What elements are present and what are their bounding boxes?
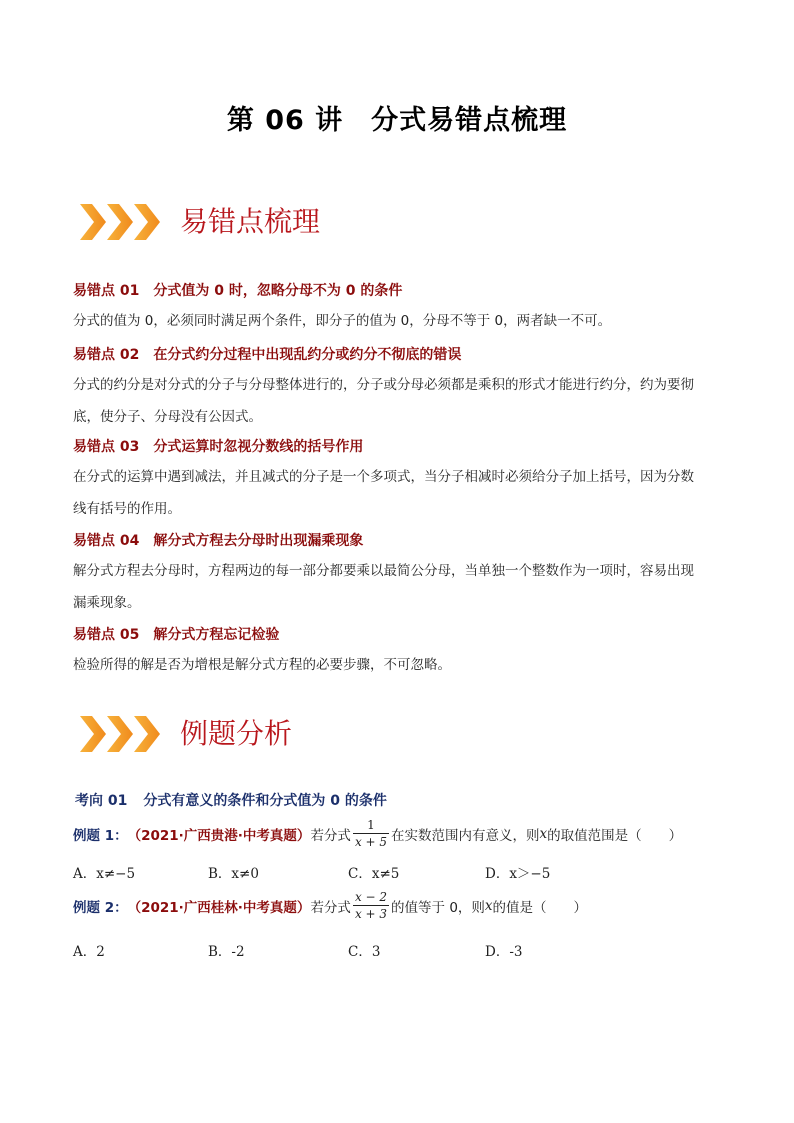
option-d[interactable]: D．-3 [485,944,523,960]
fraction [353,890,389,921]
triple-chevron-icon [80,204,164,240]
example-2-options [73,940,733,960]
example-1-question [73,818,682,849]
example-source: （2021·广西桂林·中考真题） [127,899,311,916]
fraction-denominator: x + 3 [354,907,388,921]
option-c[interactable]: C．x≠5 [348,866,400,882]
question-text: 的值是（ ） [492,899,588,916]
fraction-numerator: 1 [367,818,375,832]
section-title: 例题分析 [180,717,293,750]
question-text: 在实数范围内有意义，则 [391,827,540,844]
triple-chevron-icon [80,716,164,752]
variable: x [539,825,548,842]
example-source: （2021·广西贵港·中考真题） [127,827,311,844]
fraction-denominator: x + 5 [354,835,388,849]
point-body-04: 解分式方程去分母时，方程两边的每一部分都要乘以最简公分母，当单独一个整数作为一项时，容易出现 漏乘现象。 [73,563,694,611]
question-text: 的值等于 0，则 [391,899,485,916]
option-a[interactable]: A．2 [73,944,105,960]
topic-heading: 考向 01 分式有意义的条件和分式值为 0 的条件 [75,793,387,809]
option-b[interactable]: B．-2 [208,944,245,960]
option-b[interactable]: B．x≠0 [208,866,259,882]
variable: x [484,897,493,914]
example-label: 例题 2： [73,899,128,916]
example-1-options [73,862,733,882]
option-c[interactable]: C．3 [348,944,381,960]
section-title: 易错点梳理 [180,205,321,238]
option-a[interactable]: A．x≠−5 [73,866,136,882]
example-label: 例题 1： [73,827,128,844]
point-body-03: 在分式的运算中遇到减法，并且减式的分子是一个多项式，当分子相减时必须给分子加上括号，因为分数 线有括号的作用。 [73,469,694,517]
question-text: 若分式 [310,827,351,844]
point-title-02: 易错点 02 在分式约分过程中出现乱约分或约分不彻底的错误 [73,347,462,363]
point-body-02: 分式的约分是对分式的分子与分母整体进行的，分子或分母必须都是乘积的形式才能进行约分，约为要彻 底，使分子、分母没有公因式。 [73,377,694,425]
point-title-05: 易错点 05 解分式方程忘记检验 [73,627,280,643]
example-2-question [73,890,587,921]
point-body-01: 分式的值为 0，必须同时满足两个条件，即分子的值为 0，分母不等于 0，两者缺一不可。 [73,313,612,329]
fraction-numerator: x − 2 [354,890,388,904]
page-title: 第 06 讲 分式易错点梳理 [226,105,568,136]
point-title-04: 易错点 04 解分式方程去分母时出现漏乘现象 [73,533,364,549]
fraction [353,818,389,849]
option-d[interactable]: D．x＞−5 [485,866,551,882]
point-title-01: 易错点 01 分式值为 0 时，忽略分母不为 0 的条件 [73,283,403,299]
question-text: 若分式 [310,899,351,916]
point-title-03: 易错点 03 分式运算时忽视分数线的括号作用 [73,439,364,455]
point-body-05: 检验所得的解是否为增根是解分式方程的必要步骤，不可忽略。 [73,657,451,673]
question-text: 的取值范围是（ ） [547,827,683,844]
